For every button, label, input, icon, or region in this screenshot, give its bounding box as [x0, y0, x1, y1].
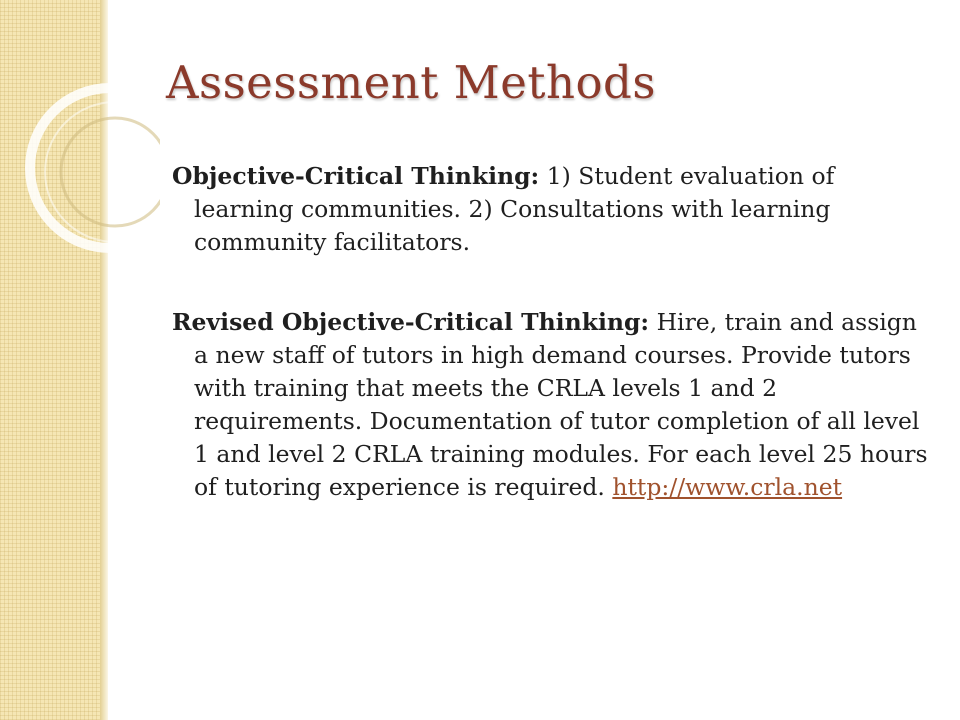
paragraph-objective [172, 160, 932, 259]
paragraph-text: 1) Student evaluation of learning communities. 2) Consultations with learning community facilitators. [194, 162, 835, 256]
paragraph-revised-objective [172, 306, 932, 504]
paragraph-text: Hire, train and assign a new staff of tutors in high demand courses. Provide tutors with training that meets the CRLA levels 1 and 2 requirements. Documentation of tutor completion of all level 1 and level 2 CRLA training modules. For each level 25 hours of tutoring experience is required. [194, 308, 928, 501]
slide-body [172, 160, 932, 551]
paragraph-lead: Objective-Critical Thinking: [172, 162, 540, 190]
decorative-circles-graphic [0, 0, 160, 260]
slide-title: Assessment Methods [166, 56, 656, 109]
paragraph-lead: Revised Objective-Critical Thinking: [172, 308, 650, 336]
crla-link[interactable]: http://www.crla.net [612, 473, 843, 501]
